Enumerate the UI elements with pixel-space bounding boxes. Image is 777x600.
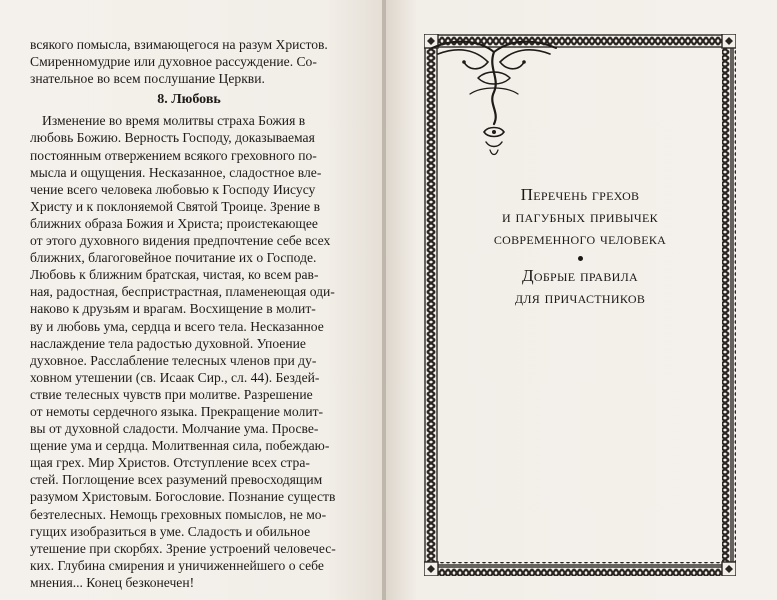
body-line: ких. Глубина смирения и уничиженнейшего о себе bbox=[30, 557, 324, 573]
body-line: ближних образа Божия и Христа; проистекающее bbox=[30, 215, 318, 231]
body-line: утешение при скорбях. Зрение устроений человечес- bbox=[30, 540, 336, 556]
body-line: безтелесных. Немощь греховных помыслов, не мо- bbox=[30, 506, 327, 522]
body-line: гущих изобразиться в уме. Сладость и обильное bbox=[30, 523, 311, 539]
intro-line: знательное во всем послушание Церкви. bbox=[30, 71, 265, 87]
subtitle-line: для причастников bbox=[514, 288, 646, 307]
body-line: разумом Христовым. Богословие. Познание существ bbox=[30, 489, 336, 505]
left-page bbox=[0, 0, 384, 600]
right-page bbox=[386, 0, 777, 600]
body-line: щение ума и сердца. Молитвенная сила, побеждаю- bbox=[30, 438, 330, 454]
body-line: от этого духовного видения предпочтение себе всех bbox=[30, 233, 331, 249]
separator-bullet bbox=[578, 256, 583, 261]
body-line: мнения... Конец безконечен! bbox=[30, 574, 195, 590]
section-heading: 8. Любовь bbox=[157, 92, 221, 108]
left-page-text bbox=[30, 36, 348, 591]
ornamental-frame bbox=[424, 34, 736, 576]
body-line: духовное. Расслабление телесных членов при ду- bbox=[30, 352, 317, 368]
title-block bbox=[424, 184, 736, 309]
intro-line: Смиренномудрие или духовное рассуждение. Со- bbox=[30, 54, 317, 70]
body-line: Изменение во время молитвы страха Божия в bbox=[42, 113, 306, 129]
title-line: Перечень грехов bbox=[520, 185, 640, 204]
body-line: ная, радостная, беспристрастная, пламенеющая оди- bbox=[30, 284, 335, 300]
body-line: вы от духовной сладости. Молчание ума. Просве- bbox=[30, 421, 319, 437]
body-line: щая грех. Мир Христов. Отступление всех стра- bbox=[30, 455, 310, 471]
body-line: стей. Поглощение всех разумений превосходящим bbox=[30, 472, 323, 488]
body-line: ближних, благоговейное почитание их о Господе. bbox=[30, 250, 317, 266]
body-line: мысла и ощущения. Несказанное, сладостное вле- bbox=[30, 164, 322, 180]
intro-line: всякого помысла, взимающегося на разум Христов. bbox=[30, 37, 328, 52]
body-line: любовь Божию. Верность Господу, доказываемая bbox=[30, 130, 315, 146]
flourish-ornament-icon bbox=[424, 34, 564, 164]
body-line: ховном утешении (св. Исаак Сир., сл. 44). Бездей- bbox=[30, 369, 320, 385]
body-line: ву и любовь ума, сердца и всего тела. Несказанное bbox=[30, 318, 324, 334]
body-line: чение всего человека любовью к Господу Иисусу bbox=[30, 181, 316, 197]
body-line: постоянным отвержением всякого греховного по- bbox=[30, 147, 317, 163]
body-line: Любовь к ближним братская, чистая, ко всем рав- bbox=[30, 267, 319, 283]
title-line: и пагубных привычек bbox=[502, 207, 658, 226]
subtitle-line: Добрые правила bbox=[521, 266, 639, 285]
body-line: наслаждение тела радостью духовной. Упоение bbox=[30, 335, 306, 351]
title-line: современного человека bbox=[493, 229, 667, 248]
body-line: ствие телесных чувств при молитве. Разрешение bbox=[30, 386, 313, 402]
body-line: наково к друзьям и врагам. Восхищение в молит- bbox=[30, 301, 316, 317]
body-line: Христу и к поклоняемой Святой Троице. Зрение в bbox=[30, 198, 321, 214]
body-line: от немоты сердечного языка. Прекращение молит- bbox=[30, 403, 324, 419]
